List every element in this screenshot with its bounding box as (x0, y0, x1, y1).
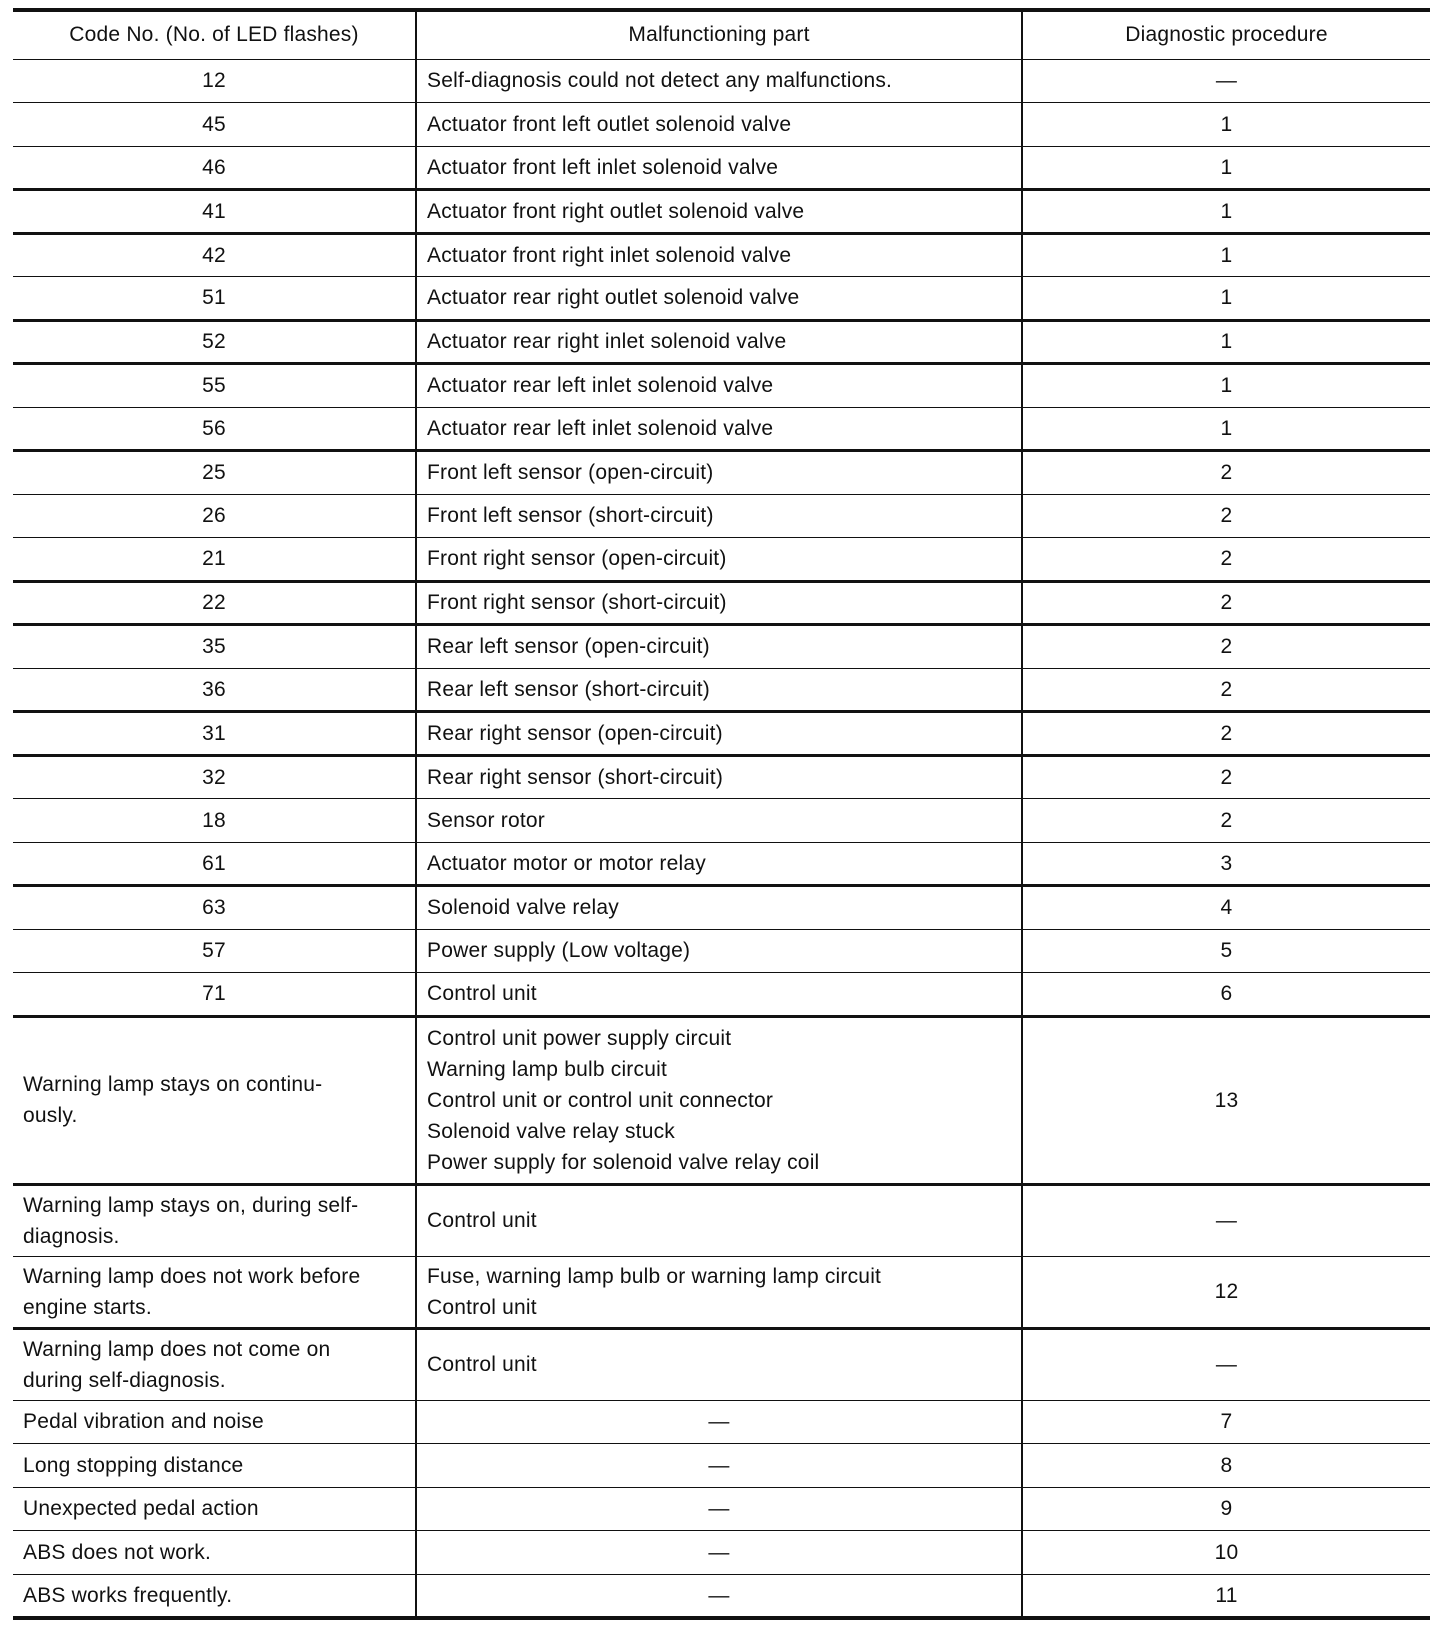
procedure-cell: 1 (1022, 277, 1430, 321)
part-line: Control unit (427, 1353, 537, 1376)
symptom-line: engine starts. (23, 1295, 152, 1319)
symptom-line: ously. (23, 1104, 78, 1127)
procedure-cell: 8 (1022, 1444, 1430, 1488)
code-cell: 22 (13, 581, 416, 625)
table-row (13, 277, 1430, 321)
code-cell: 21 (13, 538, 416, 582)
part-cell: Front left sensor (open-circuit) (416, 451, 1022, 495)
procedure-cell: 6 (1022, 973, 1430, 1017)
table-row (13, 1256, 1430, 1328)
part-cell: — (416, 1574, 1022, 1618)
procedure-cell: 11 (1022, 1574, 1430, 1618)
part-cell: Rear right sensor (open-circuit) (416, 712, 1022, 756)
table-row (13, 1531, 1430, 1575)
diagnostic-code-table (13, 8, 1430, 1620)
part-cell: Actuator front left outlet solenoid valve (416, 103, 1022, 147)
table-row (13, 886, 1430, 930)
table-row (13, 538, 1430, 582)
part-cell: — (416, 1531, 1022, 1575)
procedure-cell: 1 (1022, 407, 1430, 451)
part-cell: — (416, 1487, 1022, 1531)
code-cell: 52 (13, 320, 416, 364)
table-header (13, 10, 1430, 59)
symptom-line: Warning lamp does not work before (23, 1264, 361, 1288)
procedure-cell: 13 (1022, 1016, 1430, 1184)
symptom-line: during self-diagnosis. (23, 1368, 226, 1392)
part-line: Control unit or control unit connector (427, 1088, 774, 1112)
code-cell: 31 (13, 712, 416, 756)
code-cell: 56 (13, 407, 416, 451)
procedure-cell: 5 (1022, 929, 1430, 973)
table-row (13, 1487, 1430, 1531)
code-cell: 57 (13, 929, 416, 973)
code-cell: 32 (13, 755, 416, 799)
part-cell (416, 1256, 1022, 1328)
procedure-cell: 4 (1022, 886, 1430, 930)
symptom-cell: Pedal vibration and noise (13, 1400, 416, 1444)
procedure-cell: 1 (1022, 146, 1430, 190)
table-row (13, 494, 1430, 538)
symptom-cell (13, 1016, 416, 1184)
procedure-cell: 1 (1022, 103, 1430, 147)
table-row (13, 103, 1430, 147)
part-cell: Actuator rear left inlet solenoid valve (416, 364, 1022, 408)
part-cell: Actuator motor or motor relay (416, 842, 1022, 886)
header-procedure: Diagnostic procedure (1022, 10, 1430, 59)
symptom-cell (13, 1328, 416, 1400)
table-row (13, 755, 1430, 799)
procedure-cell: 2 (1022, 581, 1430, 625)
procedure-cell: 3 (1022, 842, 1430, 886)
part-cell: Power supply (Low voltage) (416, 929, 1022, 973)
part-cell: Actuator front right inlet solenoid valve (416, 233, 1022, 277)
symptom-cell: Long stopping distance (13, 1444, 416, 1488)
table-row (13, 190, 1430, 234)
part-cell: Actuator rear left inlet solenoid valve (416, 407, 1022, 451)
code-cell: 51 (13, 277, 416, 321)
part-cell: Solenoid valve relay (416, 886, 1022, 930)
header-part: Malfunctioning part (416, 10, 1022, 59)
part-line: Fuse, warning lamp bulb or warning lamp circuit (427, 1264, 882, 1288)
procedure-cell: 2 (1022, 799, 1430, 843)
symptom-line: Warning lamp stays on, during self- (23, 1193, 359, 1217)
code-cell: 71 (13, 973, 416, 1017)
procedure-cell: 1 (1022, 320, 1430, 364)
part-cell: Rear left sensor (open-circuit) (416, 625, 1022, 669)
code-cell: 18 (13, 799, 416, 843)
table-body (13, 59, 1430, 1618)
part-line: Control unit power supply circuit (427, 1026, 732, 1050)
symptom-cell: ABS works frequently. (13, 1574, 416, 1618)
part-cell: Front left sensor (short-circuit) (416, 494, 1022, 538)
procedure-cell: 2 (1022, 625, 1430, 669)
code-cell: 45 (13, 103, 416, 147)
table-row (13, 1444, 1430, 1488)
table-row (13, 581, 1430, 625)
part-cell: Actuator front right outlet solenoid valve (416, 190, 1022, 234)
part-line: Power supply for solenoid valve relay coil (427, 1150, 820, 1174)
code-cell: 41 (13, 190, 416, 234)
code-cell: 46 (13, 146, 416, 190)
table-row (13, 929, 1430, 973)
symptom-cell: ABS does not work. (13, 1531, 416, 1575)
part-cell (416, 1328, 1022, 1400)
procedure-cell: — (1022, 1184, 1430, 1256)
procedure-cell: 12 (1022, 1256, 1430, 1328)
symptom-cell: Unexpected pedal action (13, 1487, 416, 1531)
table-row (13, 799, 1430, 843)
part-cell: Actuator front left inlet solenoid valve (416, 146, 1022, 190)
table-row (13, 407, 1430, 451)
procedure-cell: 2 (1022, 451, 1430, 495)
table-row (13, 1574, 1430, 1618)
part-cell: Rear right sensor (short-circuit) (416, 755, 1022, 799)
table-row (13, 842, 1430, 886)
part-cell: Rear left sensor (short-circuit) (416, 668, 1022, 712)
procedure-cell: 7 (1022, 1400, 1430, 1444)
part-cell: Front right sensor (open-circuit) (416, 538, 1022, 582)
procedure-cell: 2 (1022, 712, 1430, 756)
procedure-cell: 1 (1022, 190, 1430, 234)
symptom-cell (13, 1184, 416, 1256)
part-cell: Actuator rear right outlet solenoid valve (416, 277, 1022, 321)
procedure-cell: 1 (1022, 233, 1430, 277)
procedure-cell: 2 (1022, 494, 1430, 538)
part-cell: Control unit (416, 973, 1022, 1017)
procedure-cell: 1 (1022, 364, 1430, 408)
table-row (13, 1016, 1430, 1184)
table-row (13, 1328, 1430, 1400)
part-cell: Front right sensor (short-circuit) (416, 581, 1022, 625)
symptom-cell (13, 1256, 416, 1328)
table-row (13, 1184, 1430, 1256)
table-row (13, 146, 1430, 190)
part-cell: Sensor rotor (416, 799, 1022, 843)
code-cell: 12 (13, 59, 416, 103)
procedure-cell: — (1022, 1328, 1430, 1400)
table-row (13, 320, 1430, 364)
procedure-cell: 2 (1022, 755, 1430, 799)
part-line: Control unit (427, 1295, 537, 1319)
table-row (13, 451, 1430, 495)
part-line: Control unit (427, 1209, 537, 1232)
procedure-cell: — (1022, 59, 1430, 103)
part-line: Solenoid valve relay stuck (427, 1119, 675, 1143)
code-cell: 55 (13, 364, 416, 408)
procedure-cell: 2 (1022, 538, 1430, 582)
table-row (13, 233, 1430, 277)
table-row (13, 712, 1430, 756)
part-cell: — (416, 1400, 1022, 1444)
code-cell: 63 (13, 886, 416, 930)
symptom-line: Warning lamp stays on continu- (23, 1073, 323, 1096)
code-cell: 61 (13, 842, 416, 886)
procedure-cell: 2 (1022, 668, 1430, 712)
table-row (13, 364, 1430, 408)
table-row (13, 59, 1430, 103)
symptom-line: Warning lamp does not come on (23, 1337, 331, 1361)
procedure-cell: 10 (1022, 1531, 1430, 1575)
part-cell: Self-diagnosis could not detect any malfunctions. (416, 59, 1022, 103)
code-cell: 36 (13, 668, 416, 712)
header-row (13, 10, 1430, 59)
table-row (13, 973, 1430, 1017)
procedure-cell: 9 (1022, 1487, 1430, 1531)
part-cell: Actuator rear right inlet solenoid valve (416, 320, 1022, 364)
table-row (13, 668, 1430, 712)
symptom-line: diagnosis. (23, 1224, 120, 1248)
part-cell (416, 1184, 1022, 1256)
code-cell: 35 (13, 625, 416, 669)
header-code: Code No. (No. of LED flashes) (13, 10, 416, 59)
table-row (13, 1400, 1430, 1444)
part-cell: — (416, 1444, 1022, 1488)
code-cell: 42 (13, 233, 416, 277)
code-cell: 26 (13, 494, 416, 538)
code-cell: 25 (13, 451, 416, 495)
table-row (13, 625, 1430, 669)
part-line: Warning lamp bulb circuit (427, 1057, 667, 1081)
part-cell (416, 1016, 1022, 1184)
